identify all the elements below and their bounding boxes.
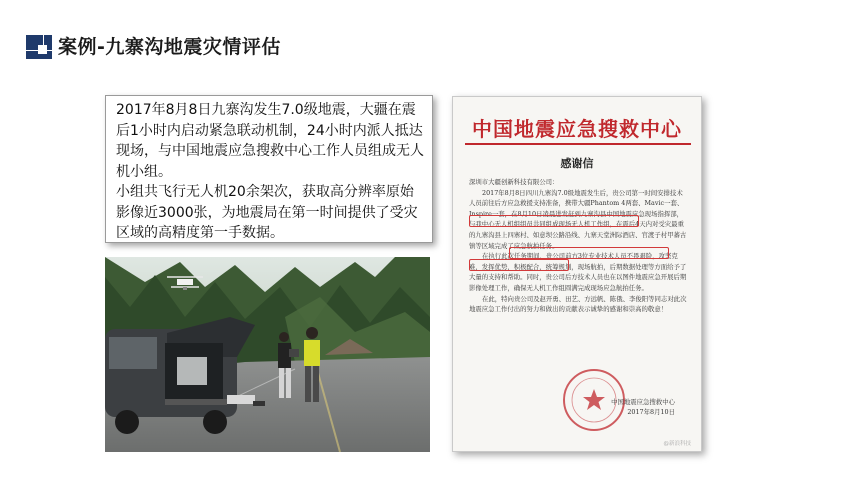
letter-body: [469, 177, 689, 315]
description-paragraph-1: 2017年8月8日九寨沟发生7.0级地震，大疆在震后1小时内启动紧急联动机制，24小时内派人抵达现场，与中国地震应急搜救中心工作人员组成无人机小组。: [116, 102, 424, 180]
letter-paragraph-2: 在执行此次任务期间，贵公司前方3位专业技术人员不畏艰险，攻坚克难，发挥优势，积极配合，统筹规划，现场航拍，后期数据处理等方面给予了大量的支持和帮助。同时，贵公司后方技术人员也在以图件地震应急开展后期影像处理工作，确保无人机工作组圆满完成现场应急航拍任务。: [469, 252, 687, 292]
thank-you-letter: [452, 96, 702, 452]
description-paragraph-2: 小组共飞行无人机20余架次，获取高分辨率原始影像近3000张，为地震局在第一时间提供了受灾区域的高精度第一手数据。: [116, 184, 418, 241]
field-team-photo: [105, 257, 430, 452]
letter-signature: 中国地震应急搜救中心: [611, 398, 675, 406]
highlight-box: [469, 259, 569, 271]
page-title: 案例-九寨沟地震灾情评估: [58, 36, 281, 58]
highlight-box: [469, 215, 639, 227]
field-photo-illustration: [105, 257, 430, 452]
letter-salutation: 深圳市大疆创新科技有限公司：: [469, 178, 559, 186]
letter-paragraph-3: 在此，特向贵公司及赵开勇、田艺、方远帆、陈俄、李俊阳等同志对此次地震应急工作付出的努力和做出的贡献表示诚挚的感谢和崇高的敬意！: [469, 294, 687, 314]
letter-doc-title: 感谢信: [560, 157, 594, 170]
description-textbox: [105, 95, 433, 243]
brand-logo-icon: [26, 35, 52, 59]
letter-signature-block: [565, 397, 675, 417]
letter-org-header: 中国地震应急搜救中心: [472, 117, 682, 141]
letter-header-rule: [465, 143, 691, 145]
letter-paragraph-1: 2017年8月8日四川九寨沟7.0级地震发生后，贵公司第一时间安排技术人员前往后方应急救援支持准备，携带大疆Phantom 4两套、Mavic一套、Inspire一套，在8月10日凌晨进发赶到九寨沟县中国地震应急现场指挥部，与我中心无人机组组员共同组成现场无人机工作组，在震后4天内对受灾最重的九寨沟县上四寨村、如意坝公路沿线、九寨天堂洲际酒店、官渡子村甲蕃古镇等区域完成了应急航拍任务。: [469, 188, 687, 250]
letter-date: 2017年8月10日: [627, 408, 675, 416]
highlight-box: [509, 247, 669, 259]
letter-watermark: @新浪科技: [663, 441, 691, 447]
